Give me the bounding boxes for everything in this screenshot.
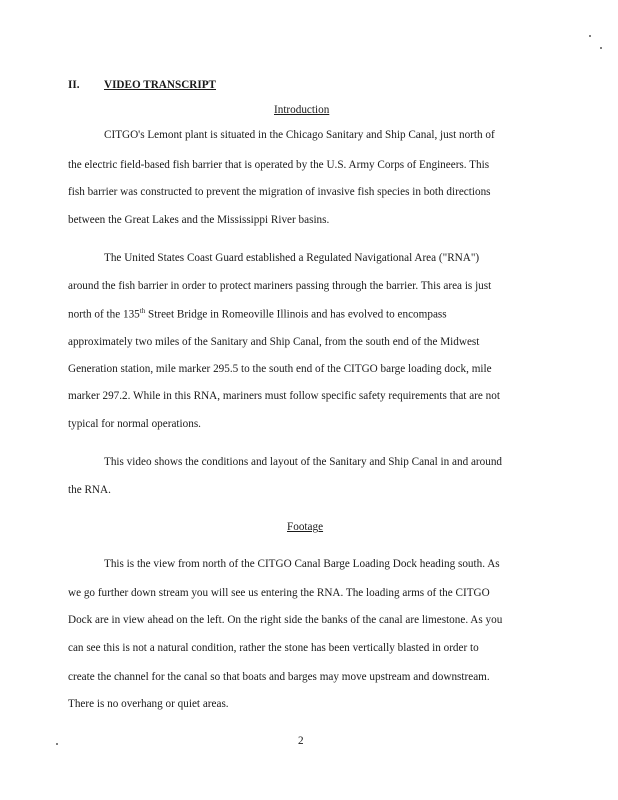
- intro-p2-line-5: Generation station, mile marker 295.5 to the south end of the CITGO barge loading dock, mile: [68, 363, 492, 375]
- intro-p2-line-2: around the fish barrier in order to protect mariners passing through the barrier. This area is just: [68, 280, 492, 292]
- section-title: VIDEO TRANSCRIPT: [104, 79, 217, 91]
- footage-heading: Footage: [287, 521, 324, 533]
- intro-p2-line-1: The United States Coast Guard established a Regulated Navigational Area ("RNA"): [104, 252, 480, 264]
- scan-speck: [600, 47, 602, 49]
- intro-p2-line-3-before: north of the 135: [68, 308, 140, 321]
- intro-p1-line-1: CITGO's Lemont plant is situated in the Chicago Sanitary and Ship Canal, just north of: [104, 129, 495, 141]
- intro-p2-line-4: approximately two miles of the Sanitary and Ship Canal, from the south end of the Midwest: [68, 336, 480, 348]
- footage-p1-line-5: create the channel for the canal so that boats and barges may move upstream and downstream.: [68, 671, 490, 683]
- intro-p1-line-3: fish barrier was constructed to prevent the migration of invasive fish species in both directions: [68, 186, 491, 198]
- footage-p1-line-1: This is the view from north of the CITGO Canal Barge Loading Dock heading south. As: [104, 558, 500, 570]
- page-number: 2: [298, 735, 304, 747]
- intro-p2-line-7: typical for normal operations.: [68, 418, 201, 430]
- ordinal-superscript: th: [139, 307, 146, 315]
- section-number: II.: [68, 79, 80, 91]
- scan-speck: [589, 35, 591, 37]
- intro-p3-line-2: the RNA.: [68, 484, 111, 496]
- intro-p1-line-4: between the Great Lakes and the Mississippi River basins.: [68, 214, 330, 226]
- scan-speck: [56, 743, 58, 745]
- footage-p1-line-4: can see this is not a natural condition, rather the stone has been vertically blasted in order to: [68, 642, 479, 654]
- intro-p2-line-3: [68, 307, 447, 321]
- footage-p1-line-6: There is no overhang or quiet areas.: [68, 698, 229, 710]
- footage-p1-line-2: we go further down stream you will see us entering the RNA. The loading arms of the CITGO: [68, 587, 490, 599]
- footage-p1-line-3: Dock are in view ahead on the left. On the right side the banks of the canal are limestone. As you: [68, 614, 503, 626]
- intro-p3-line-1: This video shows the conditions and layout of the Sanitary and Ship Canal in and around: [104, 456, 503, 468]
- intro-p1-line-2: the electric field-based fish barrier that is operated by the U.S. Army Corps of Engineers. This: [68, 159, 490, 171]
- intro-p2-line-3-after: Street Bridge in Romeoville Illinois and has evolved to encompass: [145, 308, 447, 321]
- introduction-heading: Introduction: [274, 104, 330, 116]
- intro-p2-line-6: marker 297.2. While in this RNA, mariners must follow specific safety requirements that are not: [68, 390, 500, 402]
